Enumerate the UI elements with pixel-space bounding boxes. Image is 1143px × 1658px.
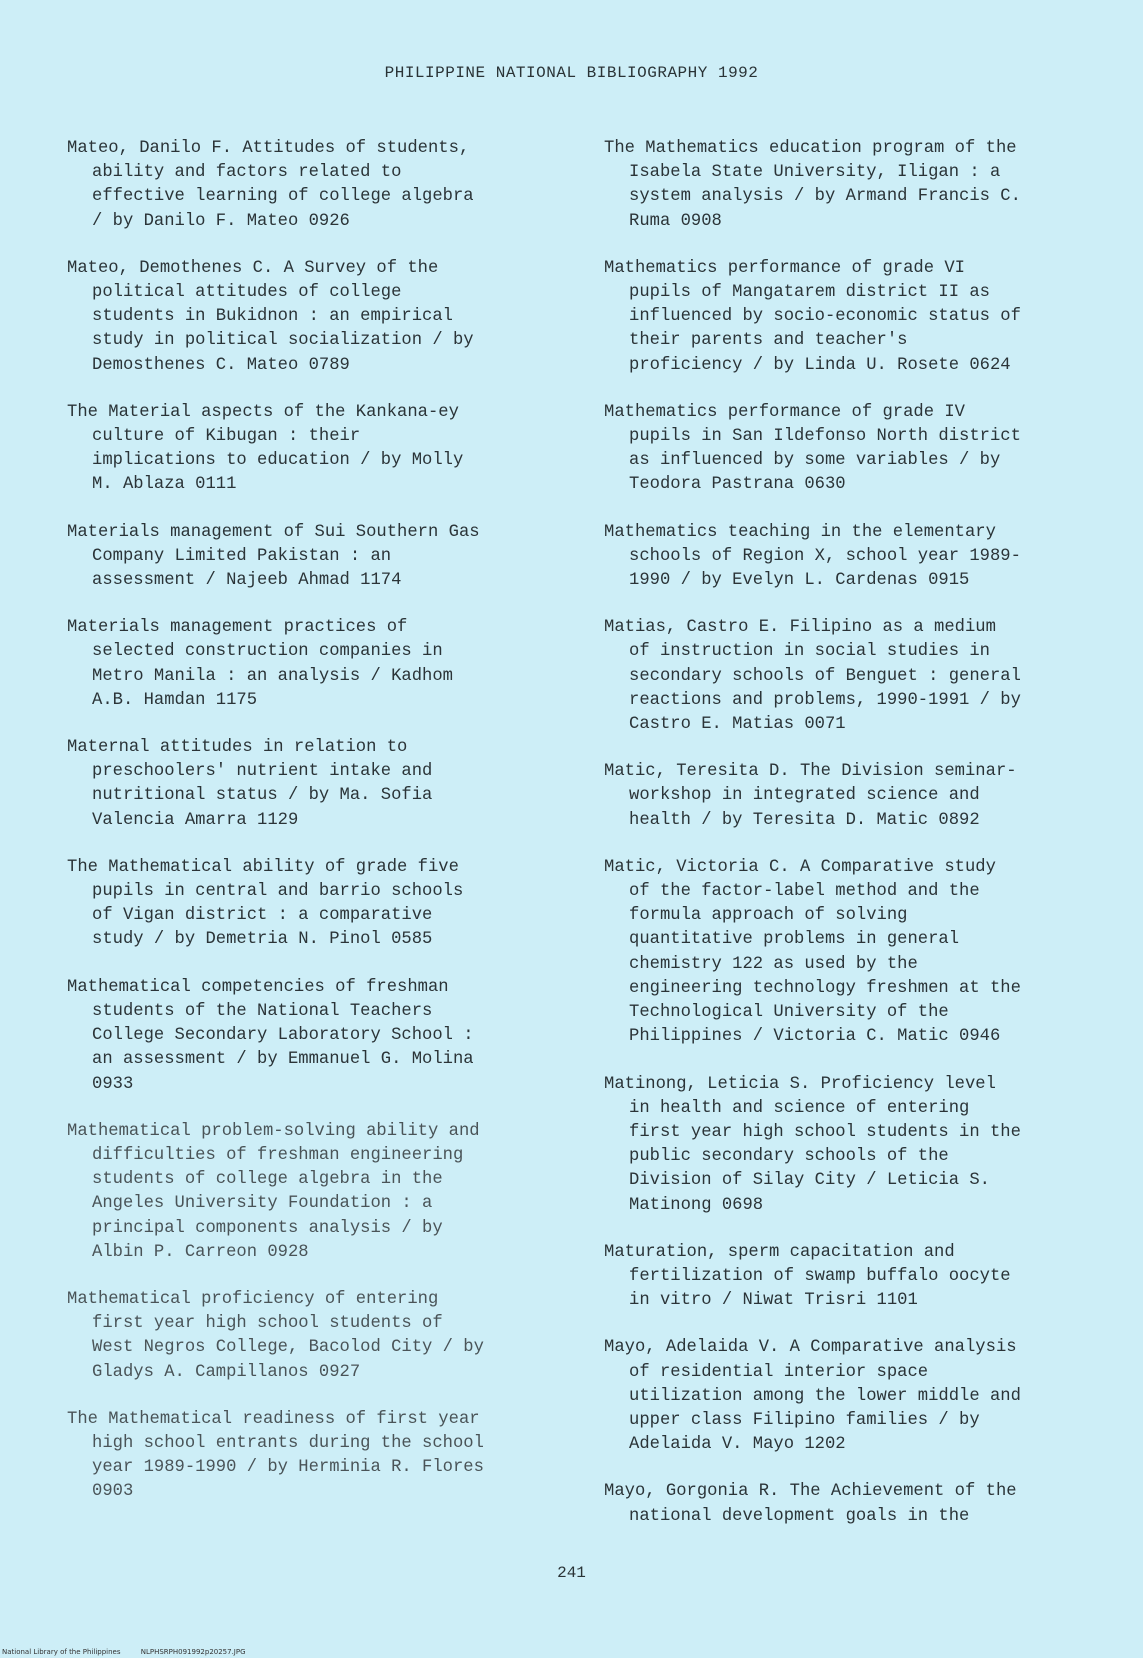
bibliography-entry: Mathematics performance of grade IV pupils in San Ildefonso North district as influenced by some variables / by Teodora Pastrana 0630 [604,402,1021,495]
bibliography-entry: Mayo, Gorgonia R. The Achievement of the national development goals in the [604,1482,1017,1526]
bibliography-entry: Mateo, Danilo F. Attitudes of students, ability and factors related to effective learning of college algebra / by Danilo F. Mateo 0926 [67,139,474,231]
bibliography-entry: Mayo, Adelaida V. A Comparative analysis of residential interior space utilization among the lower middle and upper class Filipino families / by Adelaida V. Mayo 1202 [604,1338,1021,1455]
bibliography-entry: Mathematical competencies of freshman students of the National Teachers College Secondary Laboratory School : an assessment / by Emmanuel G. Molina 0933 [67,977,474,1094]
bibliography-entry: Mathematics teaching in the elementary schools of Region X, school year 1989- 1990 / by Evelyn L. Cardenas 0915 [604,522,1021,591]
bibliography-entry: The Mathematics education program of the Isabela State University, Iligan : a system analysis / by Armand Francis C. Ruma 0908 [604,139,1021,231]
bibliography-entry: Materials management of Sui Southern Gas Company Limited Pakistan : an assessment / Najeeb Ahmad 1174 [67,522,480,591]
bibliography-entry: Materials management practices of selected construction companies in Metro Manila : an analysis / Kadhom A.B. Hamdan 1175 [67,618,453,710]
bibliography-entry: Mathematical problem-solving ability and difficulties of freshman engineering students of college algebra in the Angeles University Foundation : a principal components analysis / by Albin P. Carreon 0928 [67,1121,480,1262]
bibliography-entry: Matic, Teresita D. The Division seminar- workshop in integrated science and health / by Teresita D. Matic 0892 [604,762,1017,830]
bibliography-entry: Maturation, sperm capacitation and fertilization of swamp buffalo oocyte in vitro / Niwat Trisri 1101 [604,1242,1011,1311]
bibliography-entry: Matic, Victoria C. A Comparative study of the factor-label method and the formula approach of solving quantitative problems in general chemistry 122 as used by the engineering technology freshmen at the Technological University of the Philippines / Victoria C. Matic 0946 [604,857,1021,1047]
right-column [604,137,1094,1552]
bibliography-entry: Matinong, Leticia S. Proficiency level in health and science of entering first year high school students in the public secondary schools of the Division of Silay City / Leticia S. Matinong 0698 [604,1074,1021,1215]
scan-footer [2,1648,264,1656]
page-number: 241 [557,1564,586,1582]
footer-file: NLPHSRPH091992p20257.JPG [140,1648,246,1656]
bibliography-entry: Mateo, Demothenes C. A Survey of the political attitudes of college students in Bukidnon : an empirical study in political socialization / by Demosthenes C. Mateo 0789 [67,258,474,375]
bibliography-entry: Mathematics performance of grade VI pupils of Mangatarem district II as influenced by socio-economic status of their parents and teacher's proficiency / by Linda U. Rosete 0624 [604,258,1021,375]
page-header: PHILIPPINE NATIONAL BIBLIOGRAPHY 1992 [384,64,759,82]
footer-library: National Library of the Philippines [2,1648,121,1656]
bibliography-entry: Matias, Castro E. Filipino as a medium of instruction in social studies in secondary schools of Benguet : general reactions and problems, 1990-1991 / by Castro E. Matias 0071 [604,618,1021,735]
bibliography-entry: Maternal attitudes in relation to preschoolers' nutrient intake and nutritional status / by Ma. Sofia Valencia Amarra 1129 [67,738,433,830]
bibliography-entry: The Material aspects of the Kankana-ey culture of Kibugan : their implications to education / by Molly M. Ablaza 0111 [67,402,464,495]
bibliography-entry: The Mathematical ability of grade five pupils in central and barrio schools of Vigan district : a comparative study / by Demetria N. Pinol 0585 [67,857,464,950]
left-column [67,137,557,1528]
bibliography-entry: Mathematical proficiency of entering first year high school students of West Negros College, Bacolod City / by Gladys A. Campillanos 0927 [67,1289,484,1382]
bibliography-entry: The Mathematical readiness of first year high school entrants during the school year 1989-1990 / by Herminia R. Flores 0903 [67,1409,484,1502]
